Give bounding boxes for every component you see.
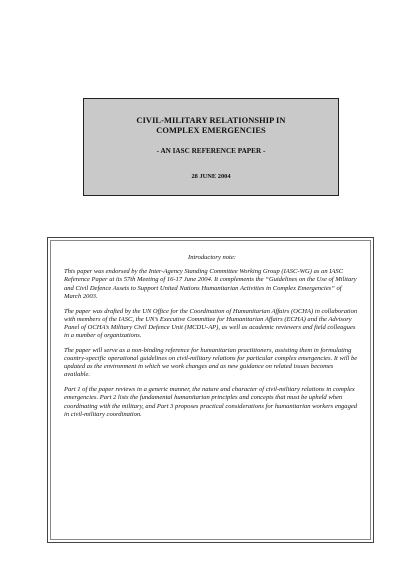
note-paragraph-endorsement: This paper was endorsed by the Inter-Agency Standing Committee Working Group (IASC-WG) as an IASC Reference Paper at its 57th Meeting of 16-17 June 2004. It complements the “Guidelines on the Use of Military and Civil Defence Assets to Support United Nations Humanitarian Activities in Complex Emergencies” of March 2003. — [64, 268, 357, 300]
note-paragraph-purpose: The paper will serve as a non-binding reference for humanitarian practitioners, assisting them in formulating country-specific operational guidelines on civil-military relations for particular complex emergencies. It will be updated as the environment in which we work changes and as new guidance on related issues becomes available. — [64, 346, 358, 379]
note-paragraph-structure: Part 1 of the paper reviews in a generic manner, the nature and character of civil-military relations in complex emergencies. Part 2 lists the fundamental humanitarian principles and concepts that must be upheld when coordinating with the military, and Part 3 proposes practical considerations for humanitarian workers engaged in civil-military coordination. — [64, 386, 358, 418]
document-title-line-1: CIVIL-MILITARY RELATIONSHIP IN — [136, 116, 286, 125]
document-title-line-2: COMPLEX EMERGENCIES — [156, 126, 266, 135]
introductory-note-inner — [50, 240, 371, 540]
note-paragraph-drafting: The paper was drafted by the UN Office for the Coordination of Humanitarian Affairs (OCHA) in collaboration with members of the IASC, the UN’s Executive Committee for Humanitarian Affairs (ECHA) and the Advisory Panel of OCHA’s Military Civil Defence Unit (MCDU-AP), as well as academic reviewers and field colleagues in a number of organizations. — [64, 307, 358, 340]
introductory-note-box — [47, 237, 374, 543]
title-box — [83, 98, 339, 196]
document-subtitle: - AN IASC REFERENCE PAPER - — [156, 147, 266, 155]
note-heading: Introductory note: — [188, 254, 236, 261]
document-date: 28 JUNE 2004 — [191, 173, 231, 180]
